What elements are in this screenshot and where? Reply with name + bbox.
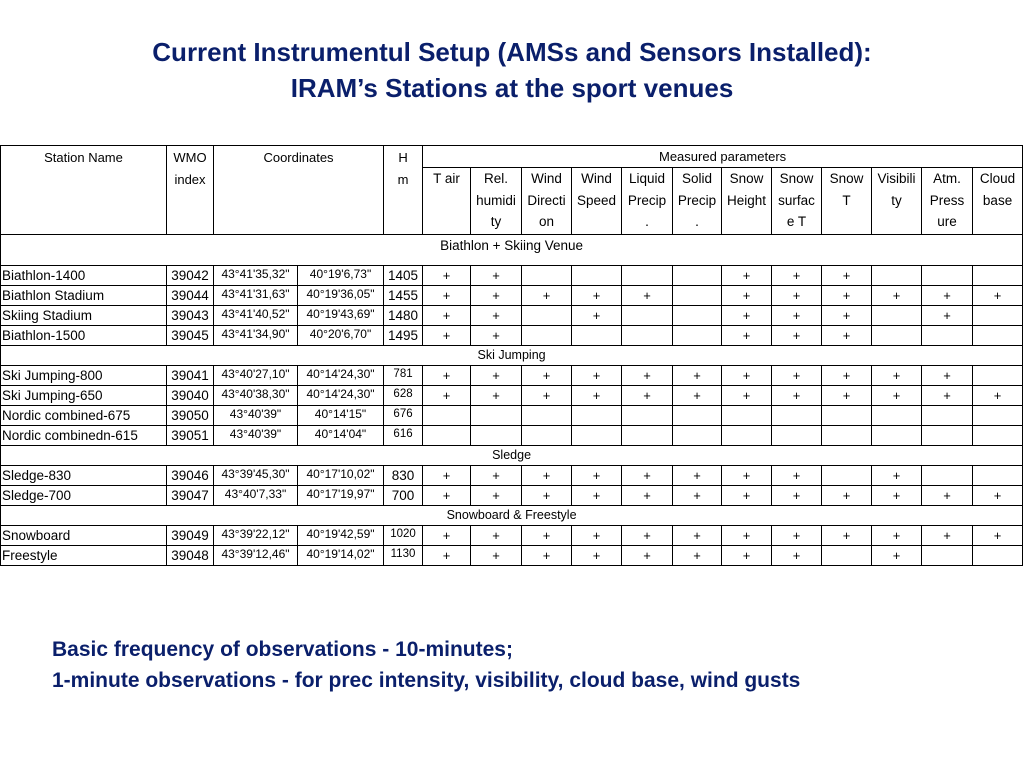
parameter-mark: + [673, 486, 722, 506]
section-title: Sledge [1, 446, 1023, 466]
parameter-mark: + [822, 386, 872, 406]
parameter-mark: + [973, 486, 1023, 506]
parameter-mark: + [822, 366, 872, 386]
station-name: Biathlon Stadium [1, 286, 167, 306]
longitude: 40°19'42,59" [298, 526, 384, 546]
latitude: 43°41'31,63" [214, 286, 298, 306]
station-height: 700 [384, 486, 423, 506]
parameter-header: Liquid Precip . [622, 168, 673, 235]
parameter-mark [822, 426, 872, 446]
parameter-mark [522, 266, 572, 286]
station-height: 1455 [384, 286, 423, 306]
parameter-mark [572, 266, 622, 286]
header-wmo-index: WMO index [167, 146, 214, 235]
latitude: 43°40'27,10" [214, 366, 298, 386]
parameter-mark: + [922, 526, 973, 546]
wmo-index: 39041 [167, 366, 214, 386]
parameter-mark: + [722, 386, 772, 406]
parameter-mark [822, 466, 872, 486]
parameter-mark: + [471, 386, 522, 406]
parameter-header: Wind Speed [572, 168, 622, 235]
station-name: Nordic combinedn-615 [1, 426, 167, 446]
parameter-mark: + [872, 286, 922, 306]
longitude: 40°17'10,02" [298, 466, 384, 486]
parameter-mark: + [471, 466, 522, 486]
parameter-mark: + [673, 526, 722, 546]
parameter-mark: + [772, 386, 822, 406]
parameter-mark: + [822, 286, 872, 306]
parameter-mark [673, 266, 722, 286]
parameter-mark: + [673, 386, 722, 406]
wmo-index: 39045 [167, 326, 214, 346]
parameter-mark: + [471, 486, 522, 506]
parameter-mark: + [572, 306, 622, 326]
parameter-mark: + [423, 286, 471, 306]
parameter-mark [973, 306, 1023, 326]
header-station-name: Station Name [1, 146, 167, 235]
station-height: 616 [384, 426, 423, 446]
parameter-mark: + [722, 286, 772, 306]
station-height: 1130 [384, 546, 423, 566]
wmo-index: 39044 [167, 286, 214, 306]
parameter-mark [772, 406, 822, 426]
station-row [1, 526, 1023, 546]
parameter-mark: + [722, 526, 772, 546]
parameter-mark: + [622, 286, 673, 306]
parameter-mark [973, 406, 1023, 426]
parameter-mark: + [673, 366, 722, 386]
parameter-mark: + [522, 546, 572, 566]
station-height: 628 [384, 386, 423, 406]
parameter-mark: + [471, 546, 522, 566]
parameter-mark [572, 326, 622, 346]
parameter-mark: + [423, 306, 471, 326]
parameter-mark [722, 426, 772, 446]
parameter-mark: + [471, 526, 522, 546]
latitude: 43°40'39" [214, 406, 298, 426]
latitude: 43°41'34,90" [214, 326, 298, 346]
parameter-mark [922, 426, 973, 446]
parameter-mark: + [872, 386, 922, 406]
latitude: 43°41'40,52" [214, 306, 298, 326]
parameter-mark [973, 366, 1023, 386]
station-row [1, 466, 1023, 486]
latitude: 43°40'7,33" [214, 486, 298, 506]
station-name: Nordic combined-675 [1, 406, 167, 426]
longitude: 40°19'14,02" [298, 546, 384, 566]
parameter-mark: + [822, 266, 872, 286]
parameter-mark: + [922, 486, 973, 506]
parameter-mark: + [423, 486, 471, 506]
header-height: H m [384, 146, 423, 235]
parameter-mark [622, 406, 673, 426]
longitude: 40°20'6,70" [298, 326, 384, 346]
station-name: Ski Jumping-650 [1, 386, 167, 406]
parameter-mark: + [973, 386, 1023, 406]
parameter-mark [872, 326, 922, 346]
parameter-mark [872, 266, 922, 286]
station-name: Skiing Stadium [1, 306, 167, 326]
station-height: 830 [384, 466, 423, 486]
wmo-index: 39050 [167, 406, 214, 426]
station-height: 1495 [384, 326, 423, 346]
latitude: 43°39'12,46" [214, 546, 298, 566]
parameter-mark: + [572, 486, 622, 506]
parameter-mark: + [423, 326, 471, 346]
parameter-mark: + [471, 366, 522, 386]
parameter-mark [522, 406, 572, 426]
parameter-mark [973, 326, 1023, 346]
parameter-mark: + [622, 546, 673, 566]
parameter-mark: + [772, 286, 822, 306]
parameter-mark: + [572, 466, 622, 486]
parameter-mark [722, 406, 772, 426]
longitude: 40°14'24,30" [298, 366, 384, 386]
parameter-mark: + [722, 486, 772, 506]
title-line-2: IRAM’s Stations at the sport venues [290, 73, 734, 103]
parameter-mark: + [622, 366, 673, 386]
section-title: Ski Jumping [1, 346, 1023, 366]
parameter-mark: + [872, 486, 922, 506]
parameter-header: Cloud base [973, 168, 1023, 235]
parameter-mark: + [922, 286, 973, 306]
parameter-mark [673, 426, 722, 446]
parameter-mark [922, 266, 973, 286]
parameter-mark: + [423, 546, 471, 566]
parameter-mark: + [471, 306, 522, 326]
parameter-mark: + [772, 326, 822, 346]
station-height: 676 [384, 406, 423, 426]
parameter-mark: + [622, 466, 673, 486]
latitude: 43°41'35,32" [214, 266, 298, 286]
station-height: 1020 [384, 526, 423, 546]
longitude: 40°19'43,69" [298, 306, 384, 326]
parameter-mark [973, 266, 1023, 286]
station-row [1, 486, 1023, 506]
parameter-mark: + [572, 366, 622, 386]
parameter-mark: + [622, 526, 673, 546]
station-name: Ski Jumping-800 [1, 366, 167, 386]
observation-notes [52, 634, 1012, 696]
parameter-mark [822, 546, 872, 566]
latitude: 43°39'45,30" [214, 466, 298, 486]
parameter-mark [522, 326, 572, 346]
wmo-index: 39051 [167, 426, 214, 446]
station-name: Freestyle [1, 546, 167, 566]
parameter-mark [622, 326, 673, 346]
parameter-mark: + [522, 366, 572, 386]
parameter-header: Snow surfac e T [772, 168, 822, 235]
section-row [1, 506, 1023, 526]
station-name: Biathlon-1500 [1, 326, 167, 346]
parameter-mark [673, 306, 722, 326]
parameter-mark [673, 326, 722, 346]
parameter-mark [872, 426, 922, 446]
section-row [1, 346, 1023, 366]
parameter-mark [572, 426, 622, 446]
latitude: 43°40'38,30" [214, 386, 298, 406]
parameter-header: T air [423, 168, 471, 235]
parameter-mark: + [522, 386, 572, 406]
parameter-mark [471, 406, 522, 426]
parameter-mark: + [673, 466, 722, 486]
parameter-mark [973, 426, 1023, 446]
parameter-mark [471, 426, 522, 446]
parameter-mark [772, 426, 822, 446]
parameter-header: Solid Precip . [673, 168, 722, 235]
parameter-mark: + [522, 286, 572, 306]
parameter-mark [673, 406, 722, 426]
wmo-index: 39047 [167, 486, 214, 506]
parameter-mark [622, 426, 673, 446]
parameter-mark: + [922, 386, 973, 406]
parameter-mark: + [572, 386, 622, 406]
station-name: Sledge-830 [1, 466, 167, 486]
section-title: Snowboard & Freestyle [1, 506, 1023, 526]
station-height: 781 [384, 366, 423, 386]
parameter-mark [423, 426, 471, 446]
parameter-mark: + [522, 486, 572, 506]
station-name: Sledge-700 [1, 486, 167, 506]
latitude: 43°40'39" [214, 426, 298, 446]
parameter-mark: + [423, 466, 471, 486]
parameter-mark: + [772, 366, 822, 386]
parameter-mark [922, 406, 973, 426]
parameter-mark: + [622, 386, 673, 406]
parameter-mark: + [822, 526, 872, 546]
parameter-mark: + [673, 546, 722, 566]
parameter-mark [922, 326, 973, 346]
station-row [1, 386, 1023, 406]
longitude: 40°14'24,30" [298, 386, 384, 406]
parameter-mark [522, 426, 572, 446]
section-row [1, 235, 1023, 266]
parameter-mark: + [872, 466, 922, 486]
wmo-index: 39040 [167, 386, 214, 406]
parameter-header: Rel. humidi ty [471, 168, 522, 235]
parameter-mark: + [423, 366, 471, 386]
parameter-mark: + [722, 466, 772, 486]
parameter-mark: + [772, 486, 822, 506]
parameter-mark: + [471, 326, 522, 346]
parameter-mark [872, 406, 922, 426]
parameter-mark: + [822, 486, 872, 506]
station-row [1, 426, 1023, 446]
parameter-mark: + [471, 286, 522, 306]
station-row [1, 286, 1023, 306]
longitude: 40°19'6,73" [298, 266, 384, 286]
parameter-mark [572, 406, 622, 426]
parameter-mark: + [722, 366, 772, 386]
parameter-mark: + [973, 526, 1023, 546]
section-title: Biathlon + Skiing Venue [1, 235, 1023, 266]
longitude: 40°19'36,05" [298, 286, 384, 306]
wmo-index: 39046 [167, 466, 214, 486]
parameter-mark: + [572, 526, 622, 546]
parameter-mark: + [622, 486, 673, 506]
parameter-mark: + [423, 266, 471, 286]
parameter-mark: + [872, 366, 922, 386]
longitude: 40°14'04" [298, 426, 384, 446]
station-name: Biathlon-1400 [1, 266, 167, 286]
parameter-mark: + [872, 526, 922, 546]
station-height: 1480 [384, 306, 423, 326]
wmo-index: 39042 [167, 266, 214, 286]
header-measured-parameters: Measured parameters [423, 146, 1023, 168]
stations-table [0, 145, 1023, 566]
parameter-mark: + [772, 306, 822, 326]
parameter-mark: + [822, 326, 872, 346]
parameter-mark: + [522, 526, 572, 546]
station-height: 1405 [384, 266, 423, 286]
parameter-header: Atm. Press ure [922, 168, 973, 235]
parameter-mark [973, 466, 1023, 486]
parameter-mark: + [722, 546, 772, 566]
parameter-mark: + [772, 546, 822, 566]
wmo-index: 39043 [167, 306, 214, 326]
parameter-mark: + [471, 266, 522, 286]
parameter-mark [423, 406, 471, 426]
station-row [1, 266, 1023, 286]
parameter-mark [622, 306, 673, 326]
parameter-mark: + [722, 306, 772, 326]
parameter-mark: + [772, 466, 822, 486]
parameter-mark: + [423, 526, 471, 546]
parameter-header: Visibili ty [872, 168, 922, 235]
title-line-1: Current Instrumentul Setup (AMSs and Sensors Installed): [152, 37, 872, 67]
parameter-mark [973, 546, 1023, 566]
station-row [1, 366, 1023, 386]
parameter-mark: + [772, 526, 822, 546]
longitude: 40°17'19,97" [298, 486, 384, 506]
parameter-header: Wind Directi on [522, 168, 572, 235]
wmo-index: 39048 [167, 546, 214, 566]
latitude: 43°39'22,12" [214, 526, 298, 546]
section-row [1, 446, 1023, 466]
station-row [1, 406, 1023, 426]
header-row [1, 146, 1023, 168]
station-row [1, 326, 1023, 346]
parameter-mark: + [922, 366, 973, 386]
note-line-1: Basic frequency of observations - 10-minutes; [52, 638, 513, 661]
parameter-mark [922, 466, 973, 486]
parameter-mark: + [973, 286, 1023, 306]
parameter-mark: + [722, 326, 772, 346]
station-name: Snowboard [1, 526, 167, 546]
parameter-mark [522, 306, 572, 326]
station-row [1, 546, 1023, 566]
parameter-header: Snow Height [722, 168, 772, 235]
station-row [1, 306, 1023, 326]
page-title [0, 34, 1024, 106]
parameter-mark: + [872, 546, 922, 566]
parameter-mark: + [423, 386, 471, 406]
parameter-mark: + [922, 306, 973, 326]
longitude: 40°14'15" [298, 406, 384, 426]
parameter-mark: + [822, 306, 872, 326]
note-line-2: 1-minute observations - for prec intensity, visibility, cloud base, wind gusts [52, 669, 801, 692]
parameter-mark [622, 266, 673, 286]
parameter-mark [822, 406, 872, 426]
parameter-mark: + [522, 466, 572, 486]
parameter-mark: + [572, 286, 622, 306]
parameter-mark: + [572, 546, 622, 566]
parameter-mark [922, 546, 973, 566]
wmo-index: 39049 [167, 526, 214, 546]
parameter-mark: + [772, 266, 822, 286]
parameter-mark [872, 306, 922, 326]
parameter-mark [673, 286, 722, 306]
header-coordinates: Coordinates [214, 146, 384, 235]
parameter-header: Snow T [822, 168, 872, 235]
parameter-mark: + [722, 266, 772, 286]
